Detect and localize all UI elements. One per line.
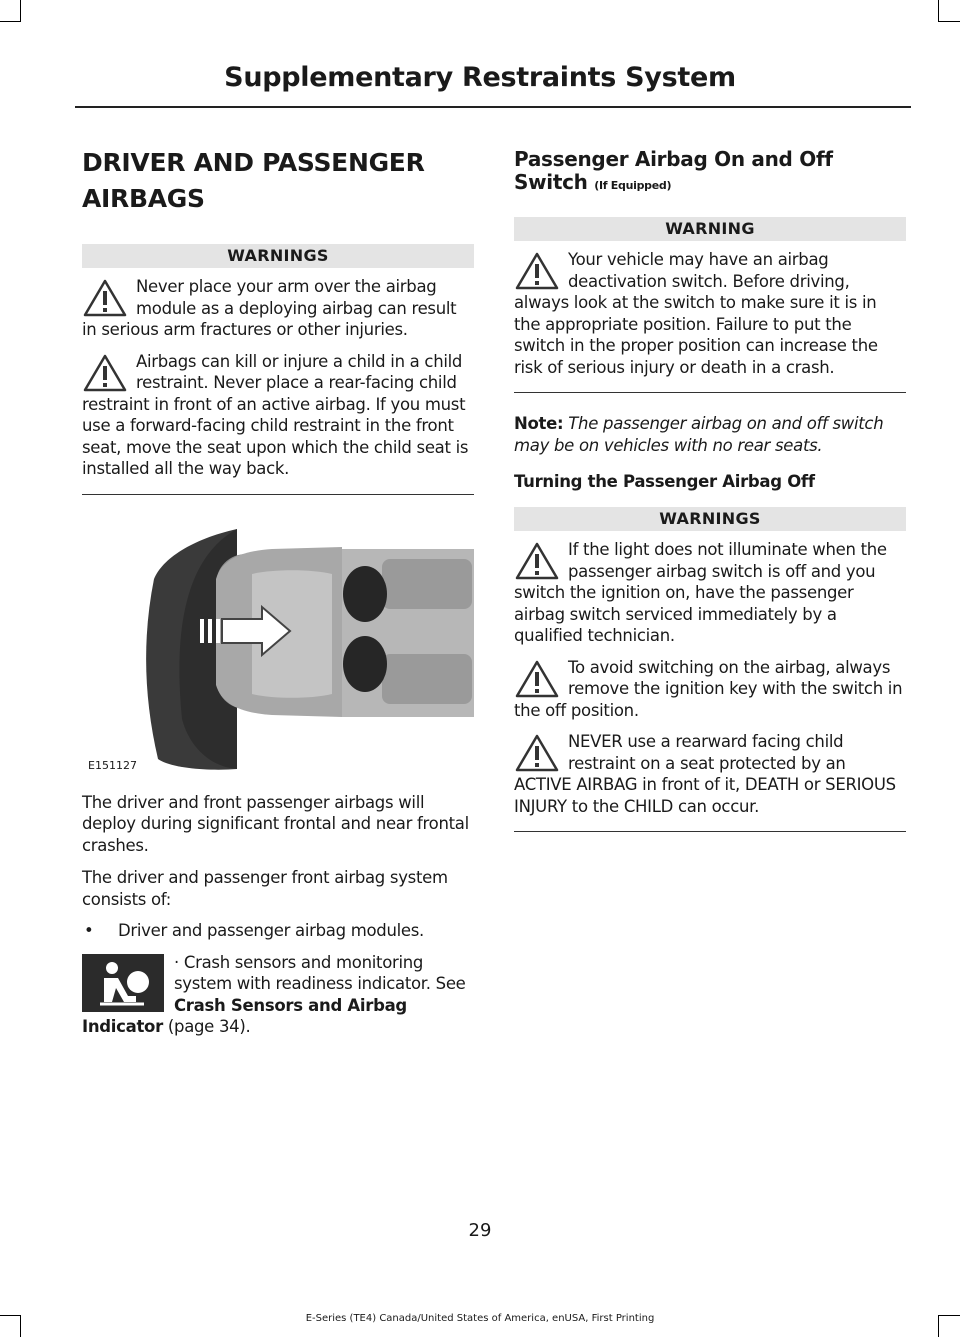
warning-end-rule xyxy=(82,494,474,495)
section-heading-line2: AIRBAGS xyxy=(82,184,205,213)
warning-text-switch: Your vehicle may have an airbag deactivation switch. Before driving, always look at the switch to make sure it is in the appropriate position. Failure to put the switch in the proper position can increase the risk of serious injury or death in a crash. xyxy=(514,250,878,377)
warning-triangle-icon xyxy=(82,353,128,393)
bullet-item xyxy=(82,920,474,942)
left-column xyxy=(82,140,474,1038)
turning-off-subheading: Turning the Passenger Airbag Off xyxy=(514,472,815,491)
warning-end-rule xyxy=(514,392,906,393)
warning-triangle-icon xyxy=(514,659,560,699)
crop-mark xyxy=(20,0,21,22)
note-label: Note: xyxy=(514,414,564,433)
crash-sensors-text: · Crash sensors and monitoring system with readiness indicator. See Crash Sensors and Airbag Indicator (page 34). xyxy=(82,952,466,1036)
switch-heading: Passenger Airbag On and Off Switch (If Equipped) xyxy=(514,147,833,194)
note-text: The passenger airbag on and off switch may be on vehicles with no rear seats. xyxy=(514,414,884,455)
crop-mark xyxy=(938,21,960,22)
airbag-deployment-figure xyxy=(82,519,474,774)
header-rule xyxy=(75,106,911,108)
warning-triangle-icon xyxy=(514,733,560,773)
figure-code: E151127 xyxy=(88,758,137,772)
warning-end-rule xyxy=(514,831,906,832)
warnings-bar: WARNINGS xyxy=(82,244,474,268)
warning-triangle-icon xyxy=(514,541,560,581)
warning-triangle-icon xyxy=(514,251,560,291)
bullet-marker: • xyxy=(84,921,94,940)
if-equipped-label: (If Equipped) xyxy=(594,179,672,192)
warning-text-1: Never place your arm over the airbag module as a deploying airbag can result in serious arm fractures or other injuries. xyxy=(82,277,457,339)
crop-mark xyxy=(0,21,21,22)
airbag-indicator-icon xyxy=(82,954,164,1012)
right-column xyxy=(514,140,906,832)
warning-bar: WARNING xyxy=(514,217,906,241)
bullet-text: Driver and passenger airbag modules. xyxy=(118,921,425,940)
paragraph-deploy: The driver and front passenger airbags will deploy during significant frontal and near frontal crashes. xyxy=(82,792,469,855)
note-paragraph xyxy=(514,413,906,456)
warnings-bar: WARNINGS xyxy=(514,507,906,531)
crash-sensors-link[interactable]: Crash Sensors and Airbag Indicator xyxy=(82,995,407,1036)
page-number: 29 xyxy=(468,1220,492,1241)
page-header-title: Supplementary Restraints System xyxy=(224,62,736,93)
warning-text-ignition: To avoid switching on the airbag, always remove the ignition key with the switch in the off position. xyxy=(514,657,903,720)
vehicle-top-view-illustration xyxy=(82,519,474,774)
paragraph-system: The driver and passenger front airbag system consists of: xyxy=(82,868,448,909)
warning-text-2: Airbags can kill or injure a child in a child restraint. Never place a rear-facing child restraint in front of an active airbag. If you must use a forward-facing child restraint in the front seat, move the seat upon which the child seat is installed all the way back. xyxy=(82,351,469,478)
warning-text-rearward: NEVER use a rearward facing child restraint on a seat protected by an ACTIVE AIRBAG in front of it, DEATH or SERIOUS INJURY to the CHILD can occur. xyxy=(514,732,896,816)
footer-text: E-Series (TE4) Canada/United States of America, enUSA, First Printing xyxy=(305,1313,655,1324)
warning-triangle-icon xyxy=(82,278,128,318)
crop-mark xyxy=(938,0,939,22)
section-heading-line1: DRIVER AND PASSENGER xyxy=(82,148,425,177)
warning-text-light: If the light does not illuminate when the passenger airbag switch is off and you switch the ignition on, have the passenger airbag switch serviced immediately by a qualified technician. xyxy=(514,540,887,645)
